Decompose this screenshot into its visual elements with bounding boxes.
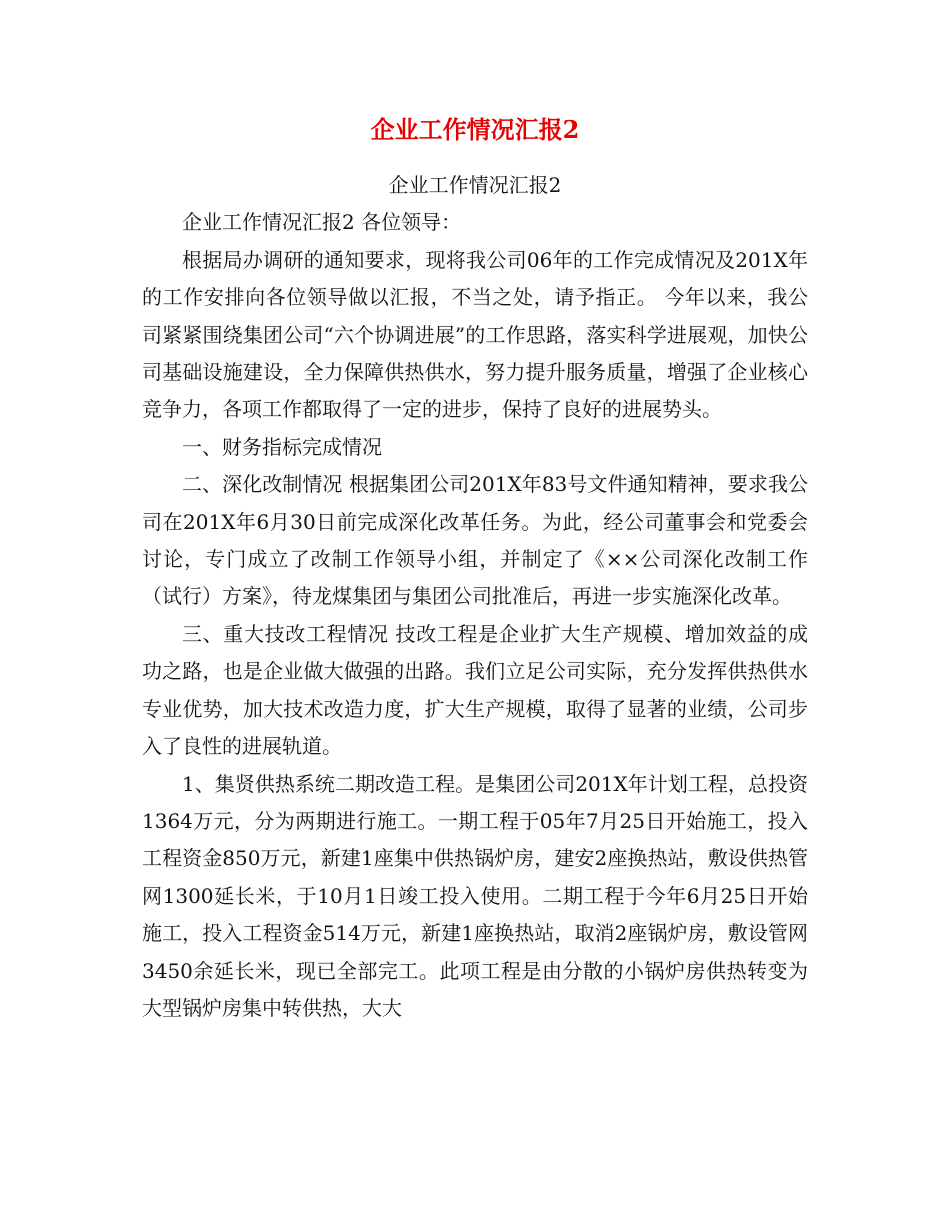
paragraph-section-1-heading: 一、财务指标完成情况 (182, 434, 382, 459)
document-body (142, 167, 808, 1027)
document-title: 企业工作情况汇报2 (370, 115, 580, 144)
document-subtitle: 企业工作情况汇报2 (388, 173, 562, 197)
paragraph-item-1: 1、集贤供热系统二期改造工程。是集团公司201X年计划工程，总投资1364万元，分为两期进行施工。一期工程于05年7月25日开始施工，投入工程资金850万元，新建1座集中供热锅炉房，建安2座换热站，敷设供热管网1300延长米，于10月1日竣工投入使用。二期工程于今年6月25日开始施工，投入工程资金514万元，新建1座换热站，取消2座锅炉房，敷设管网3450余延长米，现已全部完工。此项工程是由分散的小锅炉房供热转变为大型锅炉房集中转供热，大大 (142, 771, 808, 1020)
paragraph-section-2: 二、深化改制情况 根据集团公司201X年83号文件通知精神，要求我公司在201X年6月30日前完成深化改革任务。为此，经公司董事会和党委会 讨论，专门成立了改制工作领导小组，并制定了《××公司深化改制工作（试行）方案》，待龙煤集团与集团公司批准后，再进一步实施深化改革。 (142, 472, 808, 609)
paragraph-section-3: 三、重大技改工程情况 技改工程是企业扩大生产规模、增加效益的成功之路，也是企业做大做强的出路。我们立足公司实际，充分发挥供热供水专业优势，加大技术改造力度，扩大生产规模，取得了显著的业绩，公司步入了良性的进展轨道。 (142, 621, 808, 759)
paragraph-intro: 根据局办调研的通知要求，现将我公司06年的工作完成情况及201X年的工作安排向各位领导做以汇报，不当之处，请予指正。 今年以来，我公司紧紧围绕集团公司“六个协调进展”的工作思路，落实科学进展观，加快公司基础设施建设，全力保障供热供水，努力提升服务质量，增强了企业核心竞争力，各项工作都取得了一定的进步，保持了良好的进展势头。 (142, 247, 808, 422)
paragraph-greeting: 企业工作情况汇报2 各位领导： (182, 210, 462, 235)
